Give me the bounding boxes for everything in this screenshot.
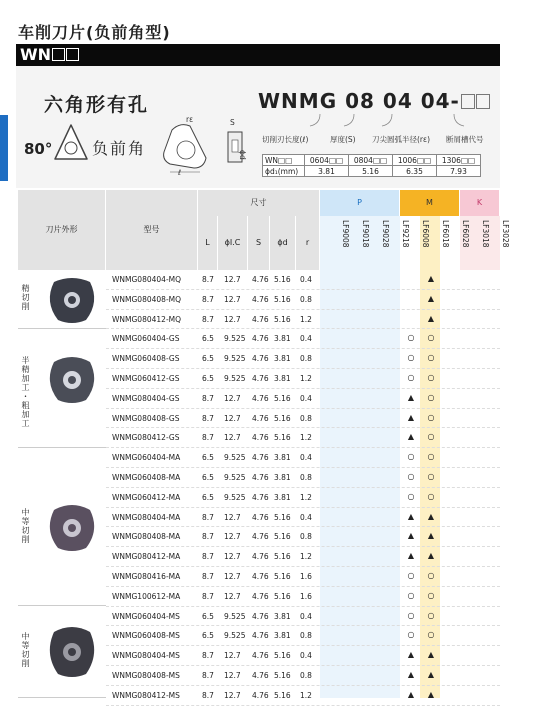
row-dim-r: 1.2 <box>300 552 312 562</box>
label-edge-length: 切削刃长度(ℓ) <box>262 135 309 144</box>
row-model: WNMG100612-MA <box>112 591 181 601</box>
row-dim-d: 5.16 <box>274 393 291 403</box>
placeholder-square <box>52 48 65 61</box>
row-dim-s: 4.76 <box>252 572 269 581</box>
row-dim-s: 4.76 <box>252 532 269 542</box>
row-dim-l: 6.5 <box>202 453 214 463</box>
grade-mark: ○ <box>407 590 415 600</box>
row-dim-r: 1.2 <box>300 314 312 324</box>
row-dim-l: 8.7 <box>202 393 214 403</box>
grade-mark: ○ <box>407 610 415 620</box>
side-accent <box>0 115 8 181</box>
row-dim-s: 4.76 <box>252 651 269 661</box>
row-model: WNMG080412-GS <box>112 433 180 443</box>
grade-label-lf9028: LF9028 <box>381 220 390 248</box>
row-dim-l: 8.7 <box>202 314 214 324</box>
insert-description: 六角形有孔 <box>44 94 150 116</box>
grade-mark: ▲ <box>407 689 415 699</box>
grade-mark: ○ <box>407 333 415 343</box>
placeholder-square <box>476 94 490 109</box>
row-dim-ic: 9.525 <box>224 453 246 463</box>
row-dim-l: 8.7 <box>202 572 214 581</box>
header-shape: 刀片外形 <box>18 190 106 270</box>
row-dim-d: 5.16 <box>274 671 291 680</box>
category-label: 精切削 <box>21 284 30 311</box>
grade-label-lf6028: LF6028 <box>461 220 470 248</box>
row-model: WNMG080412-MS <box>112 690 180 700</box>
row-dim-l: 8.7 <box>202 591 214 601</box>
spec-cell: 3.81 <box>305 166 349 177</box>
row-model: WNMG080412-MA <box>112 552 181 562</box>
row-dim-s: 4.76 <box>252 671 269 680</box>
row-model: WNMG080404-MS <box>112 651 180 661</box>
grade-mark: ▲ <box>407 650 415 660</box>
grade-label-lf6008: LF6008 <box>421 220 430 248</box>
header-dim-ic: ϕI.C <box>218 216 248 270</box>
row-dim-d: 5.16 <box>274 294 291 304</box>
table-row <box>106 508 500 528</box>
spec-label: WN□□ <box>263 155 305 166</box>
negative-rake-label: 负前角 <box>92 139 147 158</box>
table-row <box>106 587 500 607</box>
row-dim-l: 6.5 <box>202 334 214 344</box>
table-row <box>106 547 500 567</box>
row-dim-l: 8.7 <box>202 552 214 562</box>
category-label: 中等切削 <box>21 632 30 668</box>
table-row <box>106 646 500 666</box>
row-dim-s: 4.76 <box>252 591 269 601</box>
row-dim-s: 4.76 <box>252 294 269 304</box>
grade-mark: ○ <box>407 491 415 501</box>
row-dim-s: 4.76 <box>252 334 269 344</box>
row-dim-r: 0.8 <box>300 671 312 680</box>
row-dim-d: 3.81 <box>274 453 291 463</box>
grade-mark: ▲ <box>427 531 435 541</box>
model-code-p3: 04- <box>420 89 460 113</box>
grade-mark: ▲ <box>427 650 435 660</box>
spec-cell: 1306□□ <box>437 155 481 166</box>
row-dim-ic: 9.525 <box>224 611 246 621</box>
row-dim-r: 0.4 <box>300 512 312 522</box>
code-brackets <box>262 112 492 136</box>
row-model: WNMG080404-GS <box>112 393 180 403</box>
placeholder-square <box>461 94 475 109</box>
grade-label-lf9218: LF9218 <box>401 220 410 248</box>
table-row <box>106 448 500 468</box>
row-dim-ic: 9.525 <box>224 334 246 344</box>
grade-mark: ○ <box>427 392 435 402</box>
table-row <box>106 389 500 409</box>
row-model: WNMG060408-MA <box>112 473 181 482</box>
table-row <box>106 369 500 389</box>
row-dim-r: 1.6 <box>300 572 312 581</box>
table-row <box>106 607 500 627</box>
spec-cell: 5.16 <box>349 166 393 177</box>
header-dim-r: r <box>296 216 320 270</box>
spec-cell: 6.35 <box>393 166 437 177</box>
row-dim-ic: 12.7 <box>224 552 241 562</box>
spec-cell: 0804□□ <box>349 155 393 166</box>
model-code <box>258 89 490 113</box>
row-dim-l: 8.7 <box>202 512 214 522</box>
model-prefix: WNMG <box>258 89 338 113</box>
row-dim-ic: 12.7 <box>224 433 241 443</box>
model-code-p2: 04 <box>382 89 413 113</box>
grade-mark: ○ <box>407 571 415 580</box>
grade-mark: ○ <box>407 472 415 481</box>
row-dim-l: 8.7 <box>202 690 214 700</box>
grade-mark: ▲ <box>407 432 415 442</box>
row-dim-d: 3.81 <box>274 631 291 641</box>
row-dim-d: 5.16 <box>274 314 291 324</box>
spec-cell: 7.93 <box>437 166 481 177</box>
row-dim-ic: 12.7 <box>224 413 241 423</box>
row-dim-ic: 12.7 <box>224 275 241 284</box>
spec-cell: 0604□□ <box>305 155 349 166</box>
row-dim-ic: 9.525 <box>224 631 246 641</box>
row-dim-ic: 9.525 <box>224 473 246 482</box>
table-row <box>106 567 500 587</box>
table-row <box>106 468 500 488</box>
insert-photo-icon <box>44 622 100 682</box>
grade-mark: ○ <box>427 571 435 580</box>
spec-cell: 1006□□ <box>393 155 437 166</box>
row-dim-s: 4.76 <box>252 453 269 463</box>
dim-s: S <box>230 118 235 127</box>
grade-mark: ○ <box>427 491 435 501</box>
row-dim-ic: 12.7 <box>224 591 241 601</box>
table-row <box>106 666 500 686</box>
row-dim-d: 5.16 <box>274 572 291 581</box>
row-model: WNMG080408-MA <box>112 532 181 542</box>
placeholder-square <box>66 48 79 61</box>
grade-mark: ▲ <box>407 531 415 541</box>
grade-label-lf9018: LF9018 <box>361 220 370 248</box>
series-code: WN <box>20 45 52 64</box>
table-row <box>106 329 500 349</box>
row-dim-ic: 12.7 <box>224 314 241 324</box>
grade-mark: ○ <box>427 432 435 442</box>
angle-label: 80° <box>24 140 53 158</box>
grade-mark: ○ <box>427 590 435 600</box>
row-dim-s: 4.76 <box>252 512 269 522</box>
row-dim-d: 3.81 <box>274 374 291 383</box>
insert-photo-icon <box>44 500 100 556</box>
row-dim-d: 5.16 <box>274 512 291 522</box>
header-model: 型号 <box>106 190 198 270</box>
row-dim-s: 4.76 <box>252 393 269 403</box>
row-dim-ic: 12.7 <box>224 651 241 661</box>
table-row <box>106 409 500 429</box>
grade-mark: ▲ <box>427 313 435 323</box>
table-row <box>106 527 500 547</box>
grade-mark: ▲ <box>427 511 435 521</box>
row-dim-ic: 12.7 <box>224 572 241 581</box>
row-model: WNMG080408-MQ <box>112 294 182 304</box>
table-row <box>106 310 500 330</box>
insert-photo-icon <box>44 352 100 408</box>
row-dim-d: 5.16 <box>274 413 291 423</box>
row-dim-r: 1.2 <box>300 374 312 383</box>
grade-mark: ○ <box>427 412 435 422</box>
row-dim-l: 6.5 <box>202 473 214 482</box>
row-dim-r: 0.8 <box>300 473 312 482</box>
grade-mark: ○ <box>427 630 435 640</box>
grade-mark: ▲ <box>427 670 435 679</box>
spec-label: ϕd₁(mm) <box>263 166 305 177</box>
insert-photo-icon <box>44 274 100 326</box>
spec-row-series <box>263 155 481 166</box>
header-dim-s: S <box>248 216 270 270</box>
row-model: WNMG060412-GS <box>112 374 180 383</box>
grade-mark: ▲ <box>407 412 415 422</box>
row-dim-d: 3.81 <box>274 473 291 482</box>
row-dim-d: 3.81 <box>274 611 291 621</box>
grade-mark: ○ <box>407 373 415 382</box>
row-dim-l: 8.7 <box>202 651 214 661</box>
grade-mark: ▲ <box>427 551 435 561</box>
row-dim-r: 0.4 <box>300 453 312 463</box>
row-dim-r: 0.8 <box>300 354 312 364</box>
row-dim-r: 0.8 <box>300 413 312 423</box>
row-dim-d: 5.16 <box>274 690 291 700</box>
row-dim-ic: 9.525 <box>224 374 246 383</box>
row-dim-r: 0.8 <box>300 294 312 304</box>
row-model: WNMG080408-GS <box>112 413 180 423</box>
row-dim-r: 0.8 <box>300 532 312 542</box>
row-dim-s: 4.76 <box>252 473 269 482</box>
row-dim-r: 0.4 <box>300 334 312 344</box>
row-dim-l: 8.7 <box>202 433 214 443</box>
row-dim-ic: 12.7 <box>224 393 241 403</box>
row-dim-r: 1.2 <box>300 433 312 443</box>
row-dim-d: 5.16 <box>274 552 291 562</box>
table-row <box>106 270 500 290</box>
row-dim-d: 5.16 <box>274 532 291 542</box>
row-dim-d: 3.81 <box>274 334 291 344</box>
row-dim-r: 0.4 <box>300 275 312 284</box>
row-dim-d: 5.16 <box>274 275 291 284</box>
row-model: WNMG060404-MA <box>112 453 181 463</box>
table-row <box>106 488 500 508</box>
grade-mark: ○ <box>407 353 415 363</box>
row-dim-l: 8.7 <box>202 413 214 423</box>
label-chipbreaker: 断屑槽代号 <box>446 135 484 144</box>
grade-mark: ▲ <box>427 274 435 283</box>
row-dim-d: 5.16 <box>274 433 291 443</box>
row-dim-d: 5.16 <box>274 591 291 601</box>
series-bar <box>16 44 500 66</box>
grade-label-lf3018: LF3018 <box>481 220 490 248</box>
row-dim-l: 6.5 <box>202 492 214 502</box>
grade-mark: ○ <box>427 333 435 343</box>
row-dim-ic: 12.7 <box>224 532 241 542</box>
row-dim-l: 8.7 <box>202 294 214 304</box>
grade-mark: ○ <box>427 610 435 620</box>
dim-re: rε <box>186 115 194 124</box>
row-dim-l: 6.5 <box>202 354 214 364</box>
row-dim-r: 1.2 <box>300 492 312 502</box>
header-size: 尺寸 <box>198 190 320 216</box>
row-model: WNMG060404-MS <box>112 611 180 621</box>
row-dim-l: 6.5 <box>202 374 214 383</box>
row-dim-ic: 9.525 <box>224 492 246 502</box>
row-dim-l: 6.5 <box>202 611 214 621</box>
spec-table <box>262 154 481 177</box>
spec-row-diameter <box>263 166 481 177</box>
table-row <box>106 428 500 448</box>
grade-mark: ▲ <box>407 511 415 521</box>
header-dim-d: ϕd <box>270 216 296 270</box>
row-dim-l: 8.7 <box>202 532 214 542</box>
row-dim-l: 6.5 <box>202 631 214 641</box>
grade-mark: ○ <box>427 452 435 462</box>
row-dim-d: 3.81 <box>274 354 291 364</box>
grade-label-lf6018: LF6018 <box>441 220 450 248</box>
row-model: WNMG080408-MS <box>112 671 180 680</box>
row-dim-l: 8.7 <box>202 275 214 284</box>
grade-mark: ○ <box>427 353 435 363</box>
label-thickness: 厚度(S) <box>330 135 356 144</box>
row-dim-ic: 12.7 <box>224 690 241 700</box>
row-model: WNMG060408-MS <box>112 631 180 641</box>
row-dim-s: 4.76 <box>252 275 269 284</box>
row-dim-l: 8.7 <box>202 671 214 680</box>
grade-mark: ▲ <box>407 551 415 561</box>
page-title: 车削刀片(负前角型) <box>18 23 171 42</box>
grade-mark: ▲ <box>407 392 415 402</box>
grade-mark: ○ <box>407 452 415 462</box>
grade-mark: ▲ <box>427 689 435 699</box>
row-model: WNMG080404-MA <box>112 512 181 522</box>
row-dim-r: 0.8 <box>300 631 312 641</box>
row-dim-s: 4.76 <box>252 413 269 423</box>
label-nose-radius: 刀尖圆弧半径(rε) <box>372 135 430 144</box>
header-dim-l: L <box>198 216 218 270</box>
row-dim-s: 4.76 <box>252 492 269 502</box>
row-dim-s: 4.76 <box>252 314 269 324</box>
grade-mark: ○ <box>407 630 415 640</box>
table-row <box>106 349 500 369</box>
row-dim-s: 4.76 <box>252 552 269 562</box>
row-dim-s: 4.76 <box>252 690 269 700</box>
dim-l: ℓ <box>178 168 182 177</box>
category-label: 中等切削 <box>21 508 30 544</box>
row-model: WNMG080404-MQ <box>112 275 182 284</box>
grade-mark: ○ <box>427 373 435 382</box>
model-code-p1: 08 <box>345 89 375 113</box>
table-row <box>106 290 500 310</box>
row-dim-r: 1.2 <box>300 690 312 700</box>
category-label: 半精加工・粗加工 <box>21 356 30 428</box>
table-row <box>106 626 500 646</box>
row-dim-ic: 12.7 <box>224 294 241 304</box>
row-dim-r: 0.4 <box>300 651 312 661</box>
row-model: WNMG060408-GS <box>112 354 180 364</box>
insert-shape-icon <box>52 122 90 166</box>
row-dim-d: 3.81 <box>274 492 291 502</box>
row-dim-s: 4.76 <box>252 354 269 364</box>
table-row <box>106 686 500 706</box>
row-model: WNMG060412-MA <box>112 492 181 502</box>
grade-mark: ○ <box>427 472 435 481</box>
insert-side-diagram <box>226 126 252 166</box>
row-dim-r: 0.4 <box>300 393 312 403</box>
row-dim-ic: 12.7 <box>224 671 241 680</box>
grade-mark: ▲ <box>427 293 435 303</box>
grade-mark: ▲ <box>407 670 415 679</box>
grade-label-lf3028: LF3028 <box>501 220 510 248</box>
row-dim-ic: 9.525 <box>224 354 246 364</box>
row-dim-s: 4.76 <box>252 374 269 383</box>
header-group-p: P <box>320 190 400 216</box>
header-group-m: M <box>400 190 460 216</box>
row-dim-r: 1.6 <box>300 591 312 601</box>
grade-label-lf9008: LF9008 <box>341 220 350 248</box>
row-dim-r: 0.4 <box>300 611 312 621</box>
row-dim-s: 4.76 <box>252 433 269 443</box>
row-dim-s: 4.76 <box>252 631 269 641</box>
dim-d: ϕd <box>238 150 247 160</box>
header-group-k: K <box>460 190 500 216</box>
row-dim-ic: 12.7 <box>224 512 241 522</box>
row-dim-d: 5.16 <box>274 651 291 661</box>
row-model: WNMG060404-GS <box>112 334 180 344</box>
row-model: WNMG080412-MQ <box>112 314 182 324</box>
row-dim-s: 4.76 <box>252 611 269 621</box>
row-model: WNMG080416-MA <box>112 572 181 581</box>
